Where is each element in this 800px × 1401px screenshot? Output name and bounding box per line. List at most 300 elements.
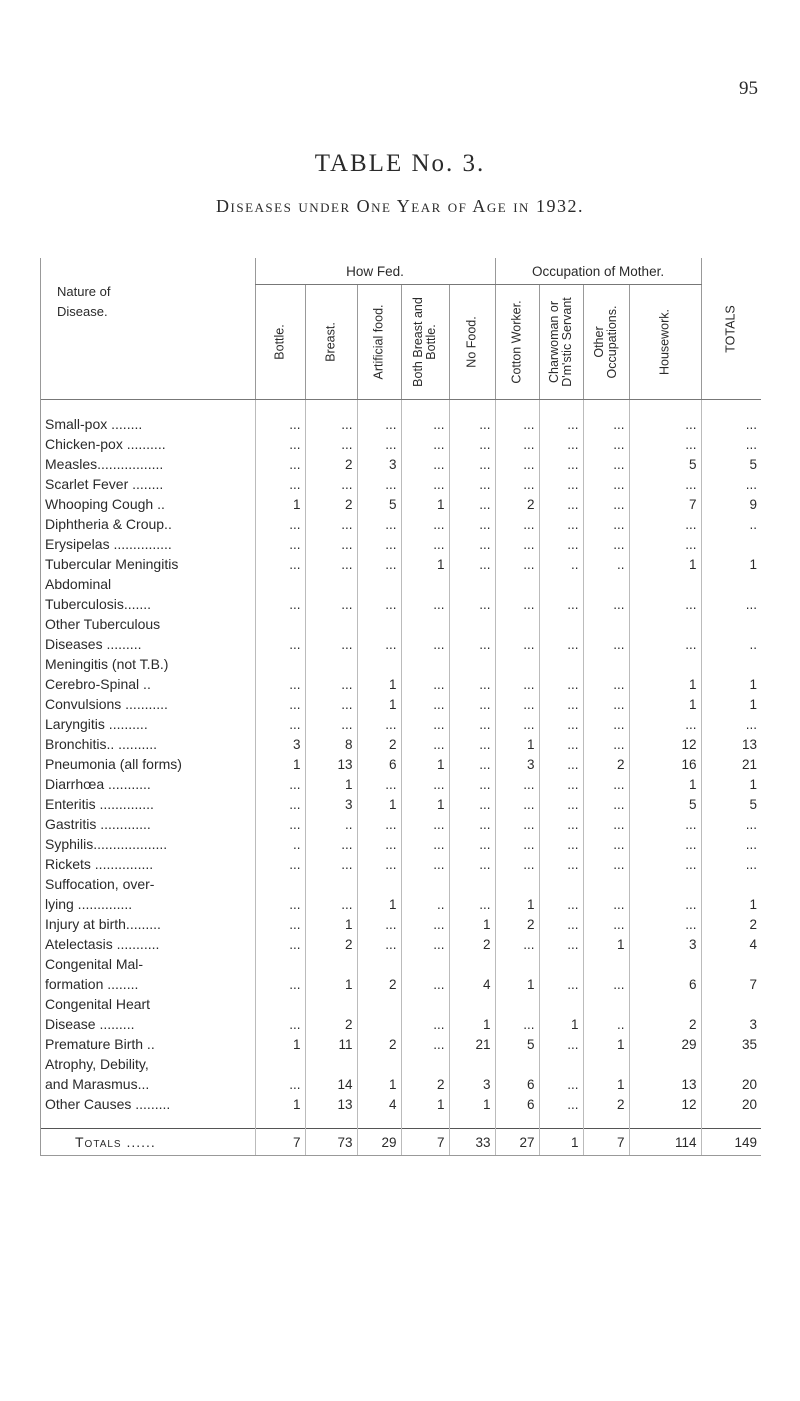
table-cell: ... bbox=[583, 434, 629, 454]
table-cell: 1 bbox=[495, 974, 539, 994]
table-cell: 2 bbox=[583, 1094, 629, 1114]
table-cell: ... bbox=[495, 474, 539, 494]
disease-name: Totals ...... bbox=[41, 1129, 255, 1156]
table-cell: 2 bbox=[305, 934, 357, 954]
disease-name: Diarrhœa ........... bbox=[45, 776, 151, 792]
table-cell: 1 bbox=[305, 914, 357, 934]
table-cell: 2 bbox=[357, 974, 401, 994]
col-header-charwoman: Charwoman or D'm'stic Servant bbox=[539, 285, 583, 400]
table-cell: ... bbox=[583, 894, 629, 914]
disease-name: Tubercular Meningitis bbox=[45, 556, 179, 572]
table-cell: 1 bbox=[495, 734, 539, 754]
table-cell: ... bbox=[539, 414, 583, 434]
table-row bbox=[41, 714, 761, 734]
table-cell: ... bbox=[495, 774, 539, 794]
disease-name: Congenital Mal- bbox=[45, 956, 144, 972]
table-cell: ... bbox=[255, 894, 305, 914]
totals-row bbox=[41, 1129, 761, 1156]
table-row bbox=[41, 954, 761, 974]
table-row bbox=[41, 934, 761, 954]
table-cell: ... bbox=[255, 454, 305, 474]
table-cell bbox=[357, 954, 401, 974]
total-cell: 7 bbox=[701, 974, 761, 994]
total-cell: ... bbox=[701, 714, 761, 734]
table-cell: 2 bbox=[449, 934, 495, 954]
col-header-artificial-food: Artificial food. bbox=[357, 285, 401, 400]
table-cell bbox=[357, 614, 401, 634]
table-cell bbox=[539, 874, 583, 894]
table-cell: ... bbox=[449, 734, 495, 754]
table-cell: ... bbox=[401, 974, 449, 994]
table-cell: 6 bbox=[495, 1074, 539, 1094]
table-cell: ... bbox=[255, 514, 305, 534]
table-cell: 13 bbox=[305, 1094, 357, 1114]
table-cell: ... bbox=[357, 834, 401, 854]
table-cell: ... bbox=[583, 974, 629, 994]
table-cell: 1 bbox=[401, 494, 449, 514]
total-cell: 20 bbox=[701, 1074, 761, 1094]
table-cell bbox=[255, 994, 305, 1014]
table-cell: ... bbox=[357, 414, 401, 434]
table-row bbox=[41, 694, 761, 714]
disease-name: Laryngitis .......... bbox=[45, 716, 148, 732]
total-cell: ... bbox=[701, 594, 761, 614]
table-cell: 1 bbox=[629, 774, 701, 794]
table-row bbox=[41, 914, 761, 934]
table-cell: ... bbox=[449, 894, 495, 914]
table-cell: ... bbox=[449, 434, 495, 454]
table-cell: ... bbox=[449, 814, 495, 834]
table-cell bbox=[539, 954, 583, 974]
table-row bbox=[41, 534, 761, 554]
table-cell: ... bbox=[583, 534, 629, 554]
table-cell bbox=[449, 874, 495, 894]
table-cell: 7 bbox=[255, 1129, 305, 1156]
table-cell: ... bbox=[583, 914, 629, 934]
table-cell: 1 bbox=[255, 1094, 305, 1114]
table-cell: ... bbox=[629, 434, 701, 454]
table-cell: ... bbox=[401, 534, 449, 554]
table-cell bbox=[449, 574, 495, 594]
table-cell bbox=[583, 654, 629, 674]
table-cell: ... bbox=[495, 814, 539, 834]
table-cell: ... bbox=[449, 694, 495, 714]
disease-name: Pneumonia (all forms) bbox=[45, 756, 182, 772]
table-cell: ... bbox=[539, 894, 583, 914]
table-cell: ... bbox=[255, 594, 305, 614]
col-header-cotton-worker: Cotton Worker. bbox=[495, 285, 539, 400]
disease-name: Suffocation, over- bbox=[45, 876, 155, 892]
occupation-header: Occupation of Mother. bbox=[495, 258, 701, 285]
table-cell: 7 bbox=[401, 1129, 449, 1156]
table-cell: ... bbox=[539, 694, 583, 714]
table-row bbox=[41, 454, 761, 474]
table-cell bbox=[539, 994, 583, 1014]
table-cell: ... bbox=[495, 414, 539, 434]
table-cell: ... bbox=[583, 774, 629, 794]
table-cell: 1 bbox=[357, 1074, 401, 1094]
table-cell: ... bbox=[449, 854, 495, 874]
table-cell: 29 bbox=[629, 1034, 701, 1054]
table-cell: ... bbox=[449, 594, 495, 614]
table-cell: ... bbox=[539, 854, 583, 874]
disease-name: Gastritis ............. bbox=[45, 816, 151, 832]
table-cell: ... bbox=[449, 534, 495, 554]
table-row bbox=[41, 1014, 761, 1034]
col-header-bottle: Bottle. bbox=[255, 285, 305, 400]
table-cell: 6 bbox=[495, 1094, 539, 1114]
table-row bbox=[41, 1034, 761, 1054]
disease-name: Scarlet Fever ........ bbox=[45, 476, 164, 492]
table-cell: ... bbox=[539, 714, 583, 734]
table-row bbox=[41, 1054, 761, 1074]
table-cell: 3 bbox=[305, 794, 357, 814]
table-cell bbox=[357, 1014, 401, 1034]
table-cell: ... bbox=[583, 694, 629, 714]
table-cell bbox=[401, 574, 449, 594]
table-cell: 1 bbox=[449, 1014, 495, 1034]
table-cell: ... bbox=[449, 514, 495, 534]
table-cell bbox=[495, 574, 539, 594]
table-cell: 1 bbox=[539, 1014, 583, 1034]
table-cell: ... bbox=[449, 494, 495, 514]
table-cell: 11 bbox=[305, 1034, 357, 1054]
total-cell: ... bbox=[701, 834, 761, 854]
table-row bbox=[41, 894, 761, 914]
table-cell: .. bbox=[583, 1014, 629, 1034]
table-cell: ... bbox=[449, 634, 495, 654]
table-cell: ... bbox=[539, 674, 583, 694]
table-cell: ... bbox=[449, 834, 495, 854]
table-cell bbox=[629, 614, 701, 634]
table-cell bbox=[401, 1054, 449, 1074]
table-cell: ... bbox=[583, 414, 629, 434]
table-row bbox=[41, 574, 761, 594]
table-cell: ... bbox=[539, 814, 583, 834]
table-cell: ... bbox=[305, 534, 357, 554]
table-cell: ... bbox=[401, 674, 449, 694]
table-cell: 5 bbox=[495, 1034, 539, 1054]
total-cell bbox=[701, 954, 761, 974]
table-row bbox=[41, 654, 761, 674]
table-cell: 5 bbox=[629, 794, 701, 814]
table-cell: ... bbox=[539, 794, 583, 814]
table-cell: ... bbox=[449, 554, 495, 574]
table-body bbox=[41, 400, 761, 1156]
table-cell: ... bbox=[305, 414, 357, 434]
table-cell: 6 bbox=[357, 754, 401, 774]
table-cell bbox=[629, 994, 701, 1014]
table-cell: 2 bbox=[305, 454, 357, 474]
col-header-housework: Housework. bbox=[629, 285, 701, 400]
table-cell: 1 bbox=[357, 674, 401, 694]
table-cell: 2 bbox=[305, 1014, 357, 1034]
total-cell: ... bbox=[701, 414, 761, 434]
table-row bbox=[41, 674, 761, 694]
table-cell bbox=[449, 1054, 495, 1074]
disease-name: Premature Birth .. bbox=[45, 1036, 155, 1052]
table-cell: 4 bbox=[357, 1094, 401, 1114]
table-cell: ... bbox=[539, 634, 583, 654]
total-cell: 5 bbox=[701, 794, 761, 814]
total-cell: ... bbox=[701, 474, 761, 494]
table-cell: ... bbox=[495, 1014, 539, 1034]
table-cell: 6 bbox=[629, 974, 701, 994]
table-cell: ... bbox=[255, 914, 305, 934]
col-header-no-food: No Food. bbox=[449, 285, 495, 400]
table-row bbox=[41, 634, 761, 654]
table-cell: 1 bbox=[401, 1094, 449, 1114]
table-cell: ... bbox=[495, 554, 539, 574]
table-cell: ... bbox=[305, 474, 357, 494]
table-cell: ... bbox=[495, 634, 539, 654]
table-cell: ... bbox=[583, 674, 629, 694]
table-cell: ... bbox=[583, 474, 629, 494]
table-cell: ... bbox=[305, 694, 357, 714]
table-cell bbox=[401, 654, 449, 674]
table-cell: ... bbox=[401, 734, 449, 754]
table-cell: ... bbox=[449, 794, 495, 814]
nature-of-disease-header bbox=[41, 258, 255, 400]
total-cell: 1 bbox=[701, 674, 761, 694]
table-cell: ... bbox=[629, 814, 701, 834]
table-cell: ... bbox=[357, 434, 401, 454]
table-row bbox=[41, 754, 761, 774]
table-cell: ... bbox=[449, 774, 495, 794]
table-cell: ... bbox=[305, 854, 357, 874]
table-cell bbox=[305, 574, 357, 594]
table-cell bbox=[449, 994, 495, 1014]
total-cell: ... bbox=[701, 854, 761, 874]
table-row bbox=[41, 814, 761, 834]
table-row bbox=[41, 834, 761, 854]
table-cell: 21 bbox=[449, 1034, 495, 1054]
table-cell: 12 bbox=[629, 1094, 701, 1114]
table-cell: ... bbox=[539, 514, 583, 534]
table-row bbox=[41, 734, 761, 754]
table-cell: 2 bbox=[583, 754, 629, 774]
table-cell: ... bbox=[255, 414, 305, 434]
table-cell: ... bbox=[495, 834, 539, 854]
table-cell: ... bbox=[305, 514, 357, 534]
table-cell: 1 bbox=[305, 974, 357, 994]
disease-name: Erysipelas ............... bbox=[45, 536, 172, 552]
table-cell bbox=[539, 614, 583, 634]
table-cell: ... bbox=[539, 494, 583, 514]
table-cell: .. bbox=[255, 834, 305, 854]
disease-name: Tuberculosis....... bbox=[45, 596, 152, 612]
disease-name: Meningitis (not T.B.) bbox=[45, 656, 169, 672]
total-cell bbox=[701, 874, 761, 894]
table-cell bbox=[495, 954, 539, 974]
table-cell: ... bbox=[401, 454, 449, 474]
table-cell: 1 bbox=[629, 554, 701, 574]
disease-name: lying .............. bbox=[45, 896, 133, 912]
table-cell: 12 bbox=[629, 734, 701, 754]
table-cell: ... bbox=[401, 934, 449, 954]
table-cell: ... bbox=[583, 734, 629, 754]
table-cell: ... bbox=[629, 594, 701, 614]
table-row bbox=[41, 474, 761, 494]
table-cell: 3 bbox=[629, 934, 701, 954]
table-cell: 1 bbox=[495, 894, 539, 914]
table-cell: 2 bbox=[401, 1074, 449, 1094]
table-cell: ... bbox=[255, 694, 305, 714]
disease-name: Enteritis .............. bbox=[45, 796, 154, 812]
table-cell: ... bbox=[539, 1094, 583, 1114]
table-cell: 5 bbox=[357, 494, 401, 514]
disease-name: Syphilis................... bbox=[45, 836, 168, 852]
table-cell: ... bbox=[357, 714, 401, 734]
disease-name: Other Causes ......... bbox=[45, 1096, 171, 1112]
table-row bbox=[41, 1074, 761, 1094]
total-cell: ... bbox=[701, 814, 761, 834]
table-cell: ... bbox=[495, 454, 539, 474]
table-cell bbox=[495, 874, 539, 894]
disease-name: Convulsions ........... bbox=[45, 696, 168, 712]
total-cell: 1 bbox=[701, 694, 761, 714]
table-cell: 16 bbox=[629, 754, 701, 774]
table-cell: 2 bbox=[357, 734, 401, 754]
how-fed-header: How Fed. bbox=[255, 258, 495, 285]
table-cell bbox=[583, 954, 629, 974]
table-cell: ... bbox=[629, 854, 701, 874]
table-cell: 1 bbox=[305, 774, 357, 794]
table-cell: ... bbox=[401, 414, 449, 434]
disease-table bbox=[41, 258, 761, 1155]
table-cell: ... bbox=[305, 834, 357, 854]
table-cell bbox=[539, 654, 583, 674]
table-cell: ... bbox=[629, 414, 701, 434]
total-cell bbox=[701, 994, 761, 1014]
table-cell: 1 bbox=[583, 1034, 629, 1054]
col-header-other-occupations: Other Occupations. bbox=[583, 285, 629, 400]
table-cell: 4 bbox=[449, 974, 495, 994]
disease-name: Cerebro-Spinal .. bbox=[45, 676, 151, 692]
total-cell bbox=[701, 614, 761, 634]
table-cell: 1 bbox=[401, 794, 449, 814]
table-cell: ... bbox=[495, 714, 539, 734]
table-cell: ... bbox=[357, 594, 401, 614]
table-cell: 3 bbox=[357, 454, 401, 474]
disease-name: Rickets ............... bbox=[45, 856, 154, 872]
table-cell: ... bbox=[357, 854, 401, 874]
table-cell: ... bbox=[629, 834, 701, 854]
table-cell: ... bbox=[255, 474, 305, 494]
table-cell: ... bbox=[401, 1034, 449, 1054]
table-cell: ... bbox=[539, 594, 583, 614]
total-cell: .. bbox=[701, 514, 761, 534]
table-row bbox=[41, 974, 761, 994]
table-cell: ... bbox=[255, 1014, 305, 1034]
nature-header-line1: Nature of bbox=[57, 284, 111, 299]
table-cell: ... bbox=[357, 634, 401, 654]
disease-name: Bronchitis.. .......... bbox=[45, 736, 158, 752]
total-cell: 13 bbox=[701, 734, 761, 754]
table-cell: 73 bbox=[305, 1129, 357, 1156]
table-cell: ... bbox=[583, 714, 629, 734]
table-cell: .. bbox=[305, 814, 357, 834]
table-cell: 1 bbox=[255, 754, 305, 774]
table-cell: ... bbox=[401, 514, 449, 534]
table-row bbox=[41, 774, 761, 794]
disease-name: Measles................. bbox=[45, 456, 164, 472]
table-cell bbox=[255, 874, 305, 894]
table-cell: 1 bbox=[583, 1074, 629, 1094]
total-cell bbox=[701, 534, 761, 554]
table-cell: ... bbox=[305, 674, 357, 694]
table-row bbox=[41, 854, 761, 874]
table-cell: 3 bbox=[449, 1074, 495, 1094]
table-cell: 3 bbox=[255, 734, 305, 754]
table-cell: 13 bbox=[629, 1074, 701, 1094]
disease-name: Diseases ......... bbox=[45, 636, 142, 652]
table-cell: ... bbox=[495, 594, 539, 614]
table-cell: ... bbox=[401, 594, 449, 614]
table-title: TABLE No. 3. bbox=[314, 150, 486, 177]
total-cell: 9 bbox=[701, 494, 761, 514]
table-cell: ... bbox=[449, 754, 495, 774]
table-row bbox=[41, 794, 761, 814]
table-cell: 2 bbox=[305, 494, 357, 514]
total-cell: 35 bbox=[701, 1034, 761, 1054]
table-cell: ... bbox=[629, 714, 701, 734]
table-row bbox=[41, 594, 761, 614]
table-cell: ... bbox=[449, 674, 495, 694]
table-cell: ... bbox=[539, 454, 583, 474]
table-cell: ... bbox=[539, 474, 583, 494]
table-cell: ... bbox=[495, 434, 539, 454]
table-cell: 5 bbox=[629, 454, 701, 474]
table-cell: ... bbox=[255, 974, 305, 994]
table-cell bbox=[255, 1054, 305, 1074]
table-cell: 1 bbox=[629, 694, 701, 714]
table-cell bbox=[629, 654, 701, 674]
table-cell: ... bbox=[401, 814, 449, 834]
table-cell: ... bbox=[539, 434, 583, 454]
table-cell bbox=[401, 614, 449, 634]
disease-name: formation ........ bbox=[45, 976, 139, 992]
disease-name: Other Tuberculous bbox=[45, 616, 161, 632]
col-header-both: Both Breast and Bottle. bbox=[401, 285, 449, 400]
table-cell: ... bbox=[495, 534, 539, 554]
table-cell: ... bbox=[583, 834, 629, 854]
table-cell: ... bbox=[305, 594, 357, 614]
total-cell: 4 bbox=[701, 934, 761, 954]
table-cell: ... bbox=[583, 494, 629, 514]
table-cell bbox=[255, 654, 305, 674]
table-cell: 7 bbox=[629, 494, 701, 514]
table-cell bbox=[539, 1054, 583, 1074]
disease-table-container bbox=[40, 258, 761, 1156]
table-cell bbox=[255, 614, 305, 634]
table-cell: ... bbox=[255, 774, 305, 794]
table-cell: ... bbox=[583, 514, 629, 534]
table-cell: 1 bbox=[539, 1129, 583, 1156]
table-cell: ... bbox=[583, 454, 629, 474]
total-cell: 21 bbox=[701, 754, 761, 774]
table-row bbox=[41, 514, 761, 534]
table-cell bbox=[255, 954, 305, 974]
table-cell bbox=[357, 874, 401, 894]
table-cell: ... bbox=[401, 694, 449, 714]
table-cell bbox=[305, 994, 357, 1014]
table-cell: ... bbox=[357, 934, 401, 954]
table-cell: ... bbox=[357, 774, 401, 794]
table-cell bbox=[357, 994, 401, 1014]
table-cell: 1 bbox=[401, 754, 449, 774]
table-cell: ... bbox=[539, 974, 583, 994]
